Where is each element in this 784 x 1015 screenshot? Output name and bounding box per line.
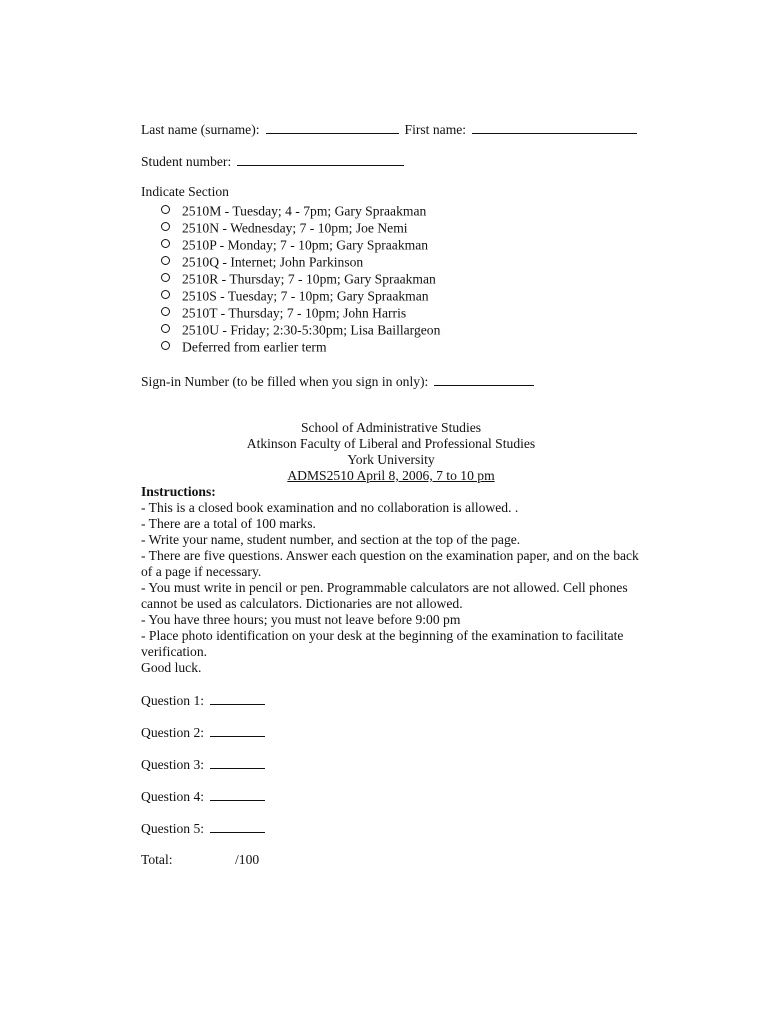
empty-circle-icon [161, 273, 170, 282]
section-title: Indicate Section [141, 184, 229, 199]
instruction-line: - There are a total of 100 marks. [141, 516, 316, 531]
section-option-label: 2510R - Thursday; 7 - 10pm; Gary Spraakman [182, 271, 436, 287]
question-3-label: Question 3: [141, 757, 205, 772]
total-value: /100 [235, 852, 260, 867]
total-label: Total: [141, 852, 173, 867]
section-option [161, 320, 440, 337]
section-option [161, 252, 440, 269]
section-option [161, 218, 440, 235]
question-1-row [141, 692, 265, 709]
empty-circle-icon [161, 205, 170, 214]
question-2-row [141, 724, 265, 741]
school-heading [141, 420, 641, 484]
instructions-title: Instructions: [141, 484, 216, 499]
section-option-label: 2510P - Monday; 7 - 10pm; Gary Spraakman [182, 237, 429, 253]
signin-row [141, 373, 534, 390]
instruction-line: - Write your name, student number, and section at the top of the page. [141, 532, 521, 547]
question-5-blank [210, 820, 265, 833]
signin-label: Sign-in Number (to be filled when you sign in only): [141, 374, 429, 389]
question-3-row [141, 756, 265, 773]
last-name-label: Last name (surname): [141, 122, 260, 137]
empty-circle-icon [161, 341, 170, 350]
instruction-line: - You have three hours; you must not leave before 9:00 pm [141, 612, 461, 627]
question-5-label: Question 5: [141, 821, 205, 836]
empty-circle-icon [161, 290, 170, 299]
section-option-label: 2510S - Tuesday; 7 - 10pm; Gary Spraakman [182, 288, 429, 304]
last-name-blank [266, 121, 399, 134]
empty-circle-icon [161, 256, 170, 265]
instruction-line: - There are five questions. Answer each question on the examination paper, and on the back of a page if necessary. [141, 548, 639, 579]
faculty-name: Atkinson Faculty of Liberal and Professional Studies [246, 436, 536, 451]
section-option [161, 303, 440, 320]
section-option-label: 2510T - Thursday; 7 - 10pm; John Harris [182, 305, 407, 321]
section-option-label: 2510N - Wednesday; 7 - 10pm; Joe Nemi [182, 220, 408, 236]
question-4-blank [210, 788, 265, 801]
question-2-blank [210, 724, 265, 737]
section-option [161, 269, 440, 286]
exam-title: ADMS2510 April 8, 2006, 7 to 10 pm [287, 468, 495, 483]
instruction-line: - You must write in pencil or pen. Programmable calculators are not allowed. Cell phones cannot be used as calculators. Dictionaries are not allowed. [141, 580, 628, 611]
instruction-line: - Place photo identification on your desk at the beginning of the examination to facilitate verification. [141, 628, 624, 659]
section-option-label: 2510M - Tuesday; 4 - 7pm; Gary Spraakman [182, 203, 427, 219]
question-3-blank [210, 756, 265, 769]
question-1-label: Question 1: [141, 693, 205, 708]
section-option-label: 2510Q - Internet; John Parkinson [182, 254, 364, 270]
instruction-line: - This is a closed book examination and no collaboration is allowed. . [141, 500, 519, 515]
section-options-list [161, 201, 440, 354]
name-row [141, 121, 637, 138]
signin-blank [434, 373, 534, 386]
empty-circle-icon [161, 307, 170, 316]
school-name: School of Administrative Studies [300, 420, 482, 435]
first-name-label: First name: [404, 122, 467, 137]
empty-circle-icon [161, 222, 170, 231]
question-4-row [141, 788, 265, 805]
section-option-label: 2510U - Friday; 2:30-5:30pm; Lisa Baillargeon [182, 322, 441, 338]
instructions-block [141, 484, 641, 676]
student-number-row [141, 153, 404, 170]
section-option-label: Deferred from earlier term [182, 339, 327, 355]
student-number-blank [237, 153, 404, 166]
question-5-row [141, 820, 265, 837]
question-2-label: Question 2: [141, 725, 205, 740]
section-option [161, 201, 440, 218]
question-1-blank [210, 692, 265, 705]
question-4-label: Question 4: [141, 789, 205, 804]
empty-circle-icon [161, 239, 170, 248]
section-option [161, 337, 440, 354]
section-option [161, 235, 440, 252]
student-number-label: Student number: [141, 154, 232, 169]
empty-circle-icon [161, 324, 170, 333]
section-option [161, 286, 440, 303]
university-name: York University [347, 452, 435, 467]
good-luck-text: Good luck. [141, 660, 202, 675]
first-name-blank [472, 121, 637, 134]
